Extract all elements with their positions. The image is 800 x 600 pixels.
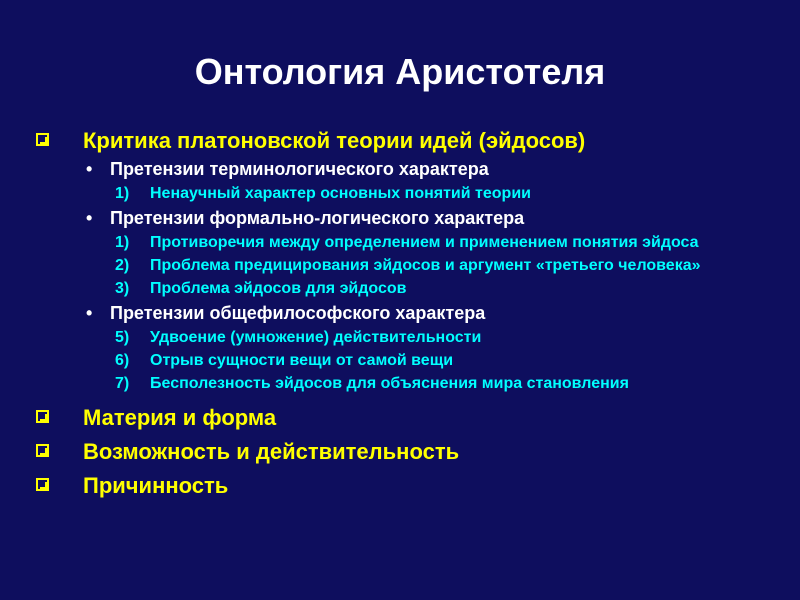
subsection-item: [86, 207, 786, 229]
list-item: [115, 374, 786, 393]
section-item: [36, 128, 786, 154]
subsection-label: Претензии общефилософского характера: [110, 303, 486, 323]
checkbox-bullet-icon: [36, 410, 49, 423]
item-text: Проблема предицирования эйдосов и аргумент «третьего человека»: [150, 257, 701, 274]
list-item: [115, 256, 786, 275]
item-text: Ненаучный характер основных понятий теории: [150, 185, 531, 202]
list-item: [115, 351, 786, 370]
item-number: 1): [115, 185, 130, 202]
item-text: Противоречия между определением и применением понятия эйдоса: [150, 234, 699, 251]
bullet-icon: •: [86, 303, 93, 323]
section-label: Материя и форма: [83, 405, 277, 430]
section-item: [36, 439, 786, 465]
subsection-item: [86, 302, 786, 324]
checkbox-bullet-icon: [36, 133, 49, 146]
item-number: 1): [115, 234, 130, 251]
item-number: 2): [115, 257, 130, 274]
section-item: [36, 405, 786, 431]
subsection-label: Претензии терминологического характера: [110, 159, 489, 179]
checkbox-bullet-icon: [36, 444, 49, 457]
item-text: Удвоение (умножение) действительности: [150, 329, 482, 346]
item-text: Бесполезность эйдосов для объяснения мира становления: [150, 375, 629, 392]
item-number: 6): [115, 352, 130, 369]
item-text: Проблема эйдосов для эйдосов: [150, 280, 407, 297]
list-item: [115, 279, 786, 298]
subsection-item: [86, 158, 786, 180]
section-label: Возможность и действительность: [83, 439, 460, 464]
item-number: 3): [115, 280, 130, 297]
section-label: Причинность: [83, 473, 229, 498]
item-number: 7): [115, 375, 130, 392]
slide-content: [36, 128, 786, 499]
list-item: [115, 233, 786, 252]
subsection-label: Претензии формально-логического характера: [110, 208, 525, 228]
item-number: 5): [115, 329, 130, 346]
list-item: [115, 184, 786, 203]
item-text: Отрыв сущности вещи от самой вещи: [150, 352, 454, 369]
bullet-icon: •: [86, 159, 93, 179]
section-item: [36, 473, 786, 499]
checkbox-bullet-icon: [36, 478, 49, 491]
bullet-icon: •: [86, 208, 93, 228]
slide-title: Онтология Аристотеля: [194, 51, 606, 92]
section-label: Критика платоновской теории идей (эйдосов): [83, 128, 586, 153]
list-item: [115, 328, 786, 347]
